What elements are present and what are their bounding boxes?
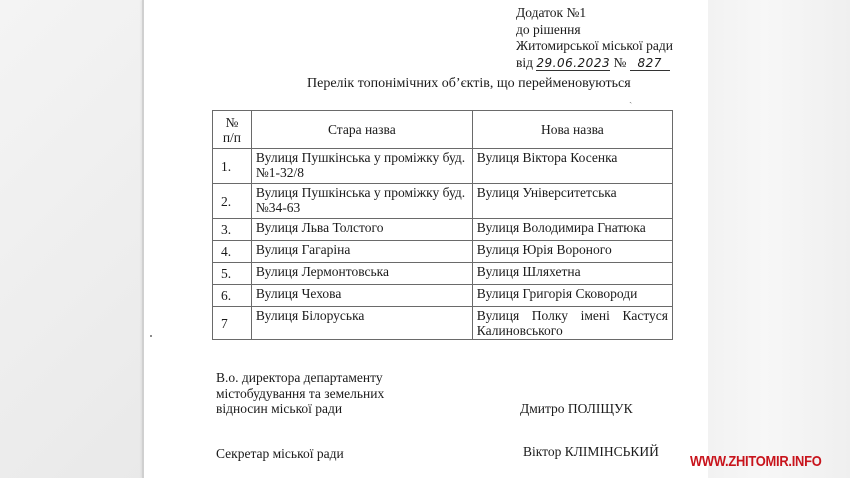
scan-mark: ˎ [629,93,633,104]
table-row [213,307,673,340]
table-header-row [213,111,673,149]
row-number: 6. [213,285,252,307]
header-old-name: Стара назва [251,111,472,149]
annex-line-3: Житомирської міської ради [516,38,673,53]
table-row [213,285,673,307]
new-name-line1: Вулиця Полку імені Кастуся [476,308,668,323]
date-prefix: від [516,54,533,70]
renaming-table [212,110,673,340]
old-name-cell: Вулиця Пушкінська у проміжку буд. №34-63 [251,184,472,219]
row-number: 7 [213,307,252,340]
table-row [213,219,673,241]
signature-name-director: Дмитро ПОЛІЩУК [520,401,633,416]
row-number: 3. [213,219,252,241]
table-row [213,263,673,285]
table-row [213,241,673,263]
header-number-line1: № [225,114,239,130]
new-name-cell [472,307,672,340]
scan-dot [150,335,152,337]
handwritten-date: 29.06.2023 [536,55,611,70]
background-right [708,0,850,478]
new-name-cell: Вулиця Віктора Косенка [472,149,672,184]
new-name-cell: Вулиця Університетська [472,184,672,219]
header-new-name: Нова назва [472,111,672,149]
document-title: Перелік топонімічних об’єктів, що перейменовуються [307,76,631,91]
new-name-cell: Вулиця Григорія Сковороди [472,285,672,307]
number-prefix: № [613,54,627,70]
annex-line-1: Додаток №1 [516,5,587,20]
annex-header [516,5,673,71]
handwritten-number: 827 [630,57,670,71]
old-name-cell: Вулиця Білоруська [251,307,472,340]
old-name-cell: Вулиця Чехова [251,285,472,307]
signature-position-director [216,370,384,417]
table-row [213,184,673,219]
annex-line-2: до рішення [516,21,581,37]
row-number: 5. [213,263,252,285]
old-name-cell: Вулиця Гагаріна [251,241,472,263]
signature-position-secretary: Секретар міської ради [216,446,344,461]
old-name-cell: Вулиця Лермонтовська [251,263,472,285]
site-watermark: WWW.ZHITOMIR.INFO [690,453,822,470]
annex-date-line [516,55,673,72]
header-number [213,111,252,149]
position-line: В.о. директора департаменту [216,370,383,385]
old-name-cell: Вулиця Пушкінська у проміжку буд. №1-32/8 [251,149,472,184]
signature-name-secretary: Віктор КЛІМІНСЬКИЙ [523,444,659,459]
new-name-cell: Вулиця Володимира Гнатюка [472,219,672,241]
position-line: містобудування та земельних [216,385,385,401]
row-number: 4. [213,241,252,263]
row-number: 1. [213,149,252,184]
new-name-line2: Калиновського [476,323,563,338]
position-line: відносин міської ради [216,401,343,416]
header-number-line2: п/п [222,129,242,145]
old-name-cell: Вулиця Льва Толстого [251,219,472,241]
row-number: 2. [213,184,252,219]
table-row [213,149,673,184]
new-name-cell: Вулиця Юрія Вороного [472,241,672,263]
new-name-cell: Вулиця Шляхетна [472,263,672,285]
